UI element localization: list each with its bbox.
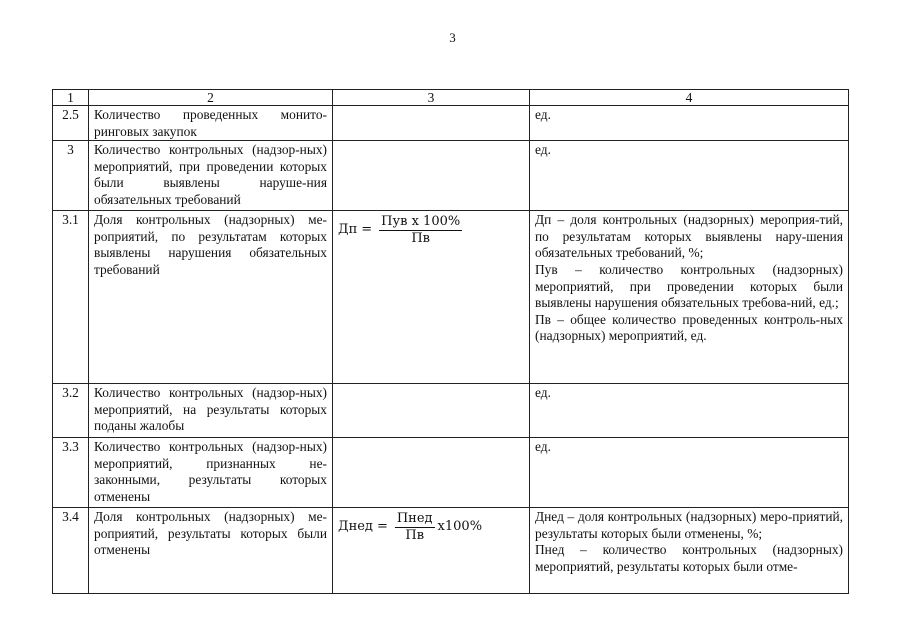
description-text: Дп – доля контрольных (надзорных) мероприя-тий, по результатам которых выявлены нару-шения обязательных требований, %; [535,212,843,261]
formula-lhs: Днед [338,519,373,535]
header-col-3: 3 [333,90,530,106]
description-text: ед. [535,107,551,122]
formula-equals: = [361,222,373,238]
formula-fraction [395,511,435,544]
description-text: Пв – общее количество проведенных контроль-ных (надзорных) мероприятий, ед. [535,311,843,344]
indicator-name: Количество контрольных (надзор-ных) мероприятий, при проведении которых были выявлены наруше-ния обязательных требований [89,141,333,211]
description-text: ед. [535,385,551,401]
row-number: 3.1 [53,211,89,384]
formula-suffix: x100% [437,519,483,535]
row-number: 3.3 [53,438,89,508]
description-text: ед. [535,142,551,158]
table-row [53,438,849,508]
table-row [53,211,849,384]
formula-cell [333,141,530,211]
description-text: Пув – количество контрольных (надзорных) мероприятий, при проведении которых были выявлены нарушения обязательных требова-ний, ед.; [535,261,843,311]
description-cell [530,141,849,211]
formula [338,511,482,544]
formula-fraction [379,214,462,247]
table-row [53,141,849,211]
indicator-name: Доля контрольных (надзорных) ме-роприятий, по результатам которых выявлены нарушения обязательных требований [89,211,333,384]
indicator-name: Количество контрольных (надзор-ных) мероприятий, на результаты которых поданы жалобы [89,384,333,438]
indicator-name: Количество проведенных монито-ринговых закупок [89,106,333,141]
description-cell [530,384,849,438]
formula-cell [333,106,530,141]
formula-cell [333,508,530,594]
formula-denominator: Пв [411,231,430,247]
description-cell [530,508,849,594]
table-row [53,106,849,141]
header-col-1: 1 [53,90,89,106]
description-cell [530,211,849,384]
formula-cell [333,438,530,508]
formula-cell [333,211,530,384]
description-cell [530,438,849,508]
row-number: 2.5 [53,106,89,141]
table-row [53,384,849,438]
header-col-4: 4 [530,90,849,106]
description-text: Днед – доля контрольных (надзорных) меро-приятий, результаты которых были отменены, %; [535,509,843,541]
header-col-2: 2 [89,90,333,106]
description-cell [530,106,849,141]
row-number: 3.2 [53,384,89,438]
table-row [53,508,849,594]
formula-cell [333,384,530,438]
row-number: 3.4 [53,508,89,594]
formula-denominator: Пв [405,528,425,544]
formula [338,214,465,247]
formula-equals: = [376,519,388,535]
page-number: 3 [449,30,456,45]
formula-numerator: Пнед [396,511,433,527]
formula-numerator: Пув x 100% [381,214,461,230]
description-text: Пнед – количество контрольных (надзорных) мероприятий, результаты которых были отме- [535,542,843,574]
description-text: ед. [535,439,551,455]
row-number: 3 [53,141,89,211]
indicator-name: Количество контрольных (надзор-ных) мероприятий, признанных не-законными, результаты которых отменены [89,438,333,508]
indicator-table [52,89,849,594]
indicator-name: Доля контрольных (надзорных) ме-роприятий, результаты которых были отменены [89,508,333,594]
formula-lhs: Дп [338,222,358,238]
table-header-row [53,90,849,106]
